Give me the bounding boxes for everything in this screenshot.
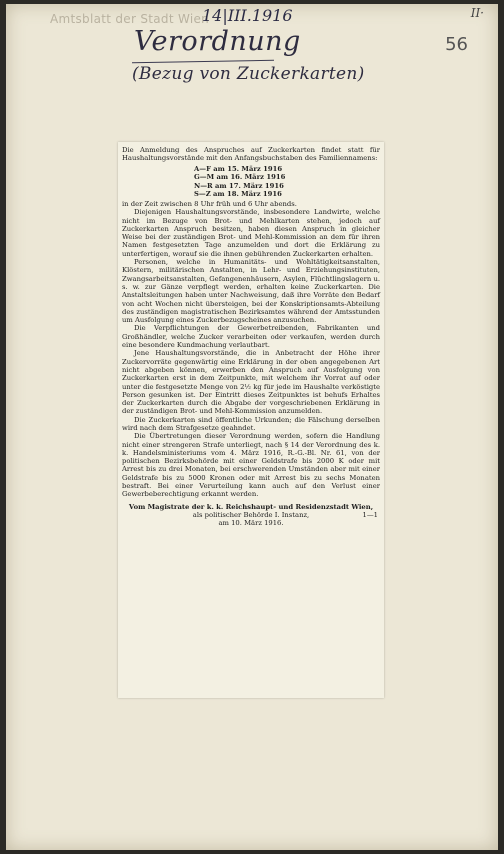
signature-instance: als politischer Behörde I. Instanz, bbox=[192, 510, 310, 519]
date-line: S—Z am 18. März 1916 bbox=[194, 190, 282, 199]
signature-authority: Vom Magistrate der k. k. Reichshaupt- und Residenzstadt Wien, bbox=[128, 502, 374, 511]
clipping-text bbox=[122, 146, 380, 528]
paragraph-traders: Die Verpflichtungen der Gewerbetreibenden, Fabrikanten und Großhändler, welche Zucker verarbeiten oder verkaufen, werden durch eine besondere Kundmachung verlautbart. bbox=[122, 324, 380, 350]
newspaper-clipping bbox=[118, 142, 384, 698]
paragraph-penalties: Die Übertretungen dieser Verordnung werden, sofern die Handlung nicht einer strengeren Strafe unterliegt, nach § 14 der Verordnung des k. k. Handelsministeriums vom 4. März 1916, R.-G.-Bl. Nr. 61, von der politischen Bezirksbehörde mit einer Geldstrafe bis 2000 K oder mit Arrest bis zu drei Monaten, bei erschwerenden Umständen aber mit einer Geldstrafe bis zu 5000 Kronen oder mit Arrest bis zu sechs Monaten bestraft. Bei einer Verurteilung kann auch auf den Verlust einer Gewerbeberechtigung erkannt werden. bbox=[122, 432, 380, 499]
date-line: N—R am 17. März 1916 bbox=[194, 181, 284, 190]
archive-sheet bbox=[6, 4, 498, 850]
archive-stamp: Amtsblatt der Stadt Wien bbox=[50, 12, 210, 26]
paragraph-registration: Die Anmeldung des Anspruches auf Zuckerkarten findet statt für Haushaltungsvorstände mit den Anfangsbuchstaben des Familiennamens: bbox=[122, 146, 380, 163]
paragraph-stock: Jene Haushaltungsvorstände, die in Anbetracht der Höhe ihrer Zuckervorräte gegenwärtig eine Erklärung in der oben angegebenen Art nicht abgeben können, erwerben den Anspruch auf Ausfolgung von Zuckerkarten erst in dem Zeitpunkte, mit welchem ihr Vorrat auf oder unter die festgesetzte Menge von 2½ kg für jede im Haushalte verköstigte Person gesunken ist. Der Eintritt dieses Zeitpunktes ist behufs Erhaltes der Zuckerkarten durch die Abgabe der vorgeschriebenen Erklärung in der zuständigen Brot- und Mehl-Kommission anzumelden. bbox=[122, 349, 380, 416]
signature-number: 1—1 bbox=[362, 510, 378, 519]
page-number: 56 bbox=[445, 34, 468, 55]
registration-dates bbox=[194, 165, 380, 199]
date-line: G—M am 16. März 1916 bbox=[194, 173, 286, 182]
signature-date: am 10. März 1916. bbox=[218, 519, 284, 528]
paragraph-hours: in der Zeit zwischen 8 Uhr früh und 6 Uhr abends. bbox=[122, 199, 297, 208]
paragraph-institutions: Personen, welche in Humanitäts- und Wohltätigkeitsanstalten, Klöstern, militärischen Anstalten, in Lehr- und Erziehungsinstituten, Zwangsarbeitsanstalten, Gefangenenhäusern, Asylen, Flüchtlingslagern u. s. w. zur Gänze verpflegt werden, erhalten keine Zuckerkarten. Die Anstaltsleitungen haben unter Nachweisung, daß ihre Vorräte den Bedarf von acht Wochen nicht übersteigen, bei der Konskriptionsamts-Abteilung des zuständigen magistratischen Bezirksamtes während der Amtsstunden um Ausfolgung eines Zuckerbezugscheines anzusuchen. bbox=[122, 258, 380, 325]
handwritten-subtitle: (Bezug von Zuckerkarten) bbox=[132, 64, 365, 84]
date-line: A—F am 15. März 1916 bbox=[194, 164, 283, 173]
roman-numeral: II· bbox=[470, 6, 484, 20]
paragraph-farmers: Diejenigen Haushaltungsvorstände, insbesondere Landwirte, welche nicht im Bezuge von Brot- und Mehlkarten stehen, jedoch auf Zuckerkarten Anspruch besitzen, haben diesen Anspruch in gleicher Weise bei der zuständigen Brot- und Mehl-Kommission an dem für ihren Namen festgesetzten Tage anzumelden und dort die Erklärung zu unterfertigen, worauf sie die ihnen gebührenden Zuckerkarten erhalten. bbox=[122, 208, 380, 258]
handwritten-date: 14|III.1916 bbox=[202, 6, 293, 25]
signature-line bbox=[122, 511, 380, 519]
handwritten-title: Verordnung bbox=[134, 26, 301, 57]
title-underline bbox=[132, 60, 274, 63]
paragraph-forgery: Die Zuckerkarten sind öffentliche Urkunden; die Fälschung derselben wird nach dem Strafgesetze geahndet. bbox=[122, 415, 380, 432]
